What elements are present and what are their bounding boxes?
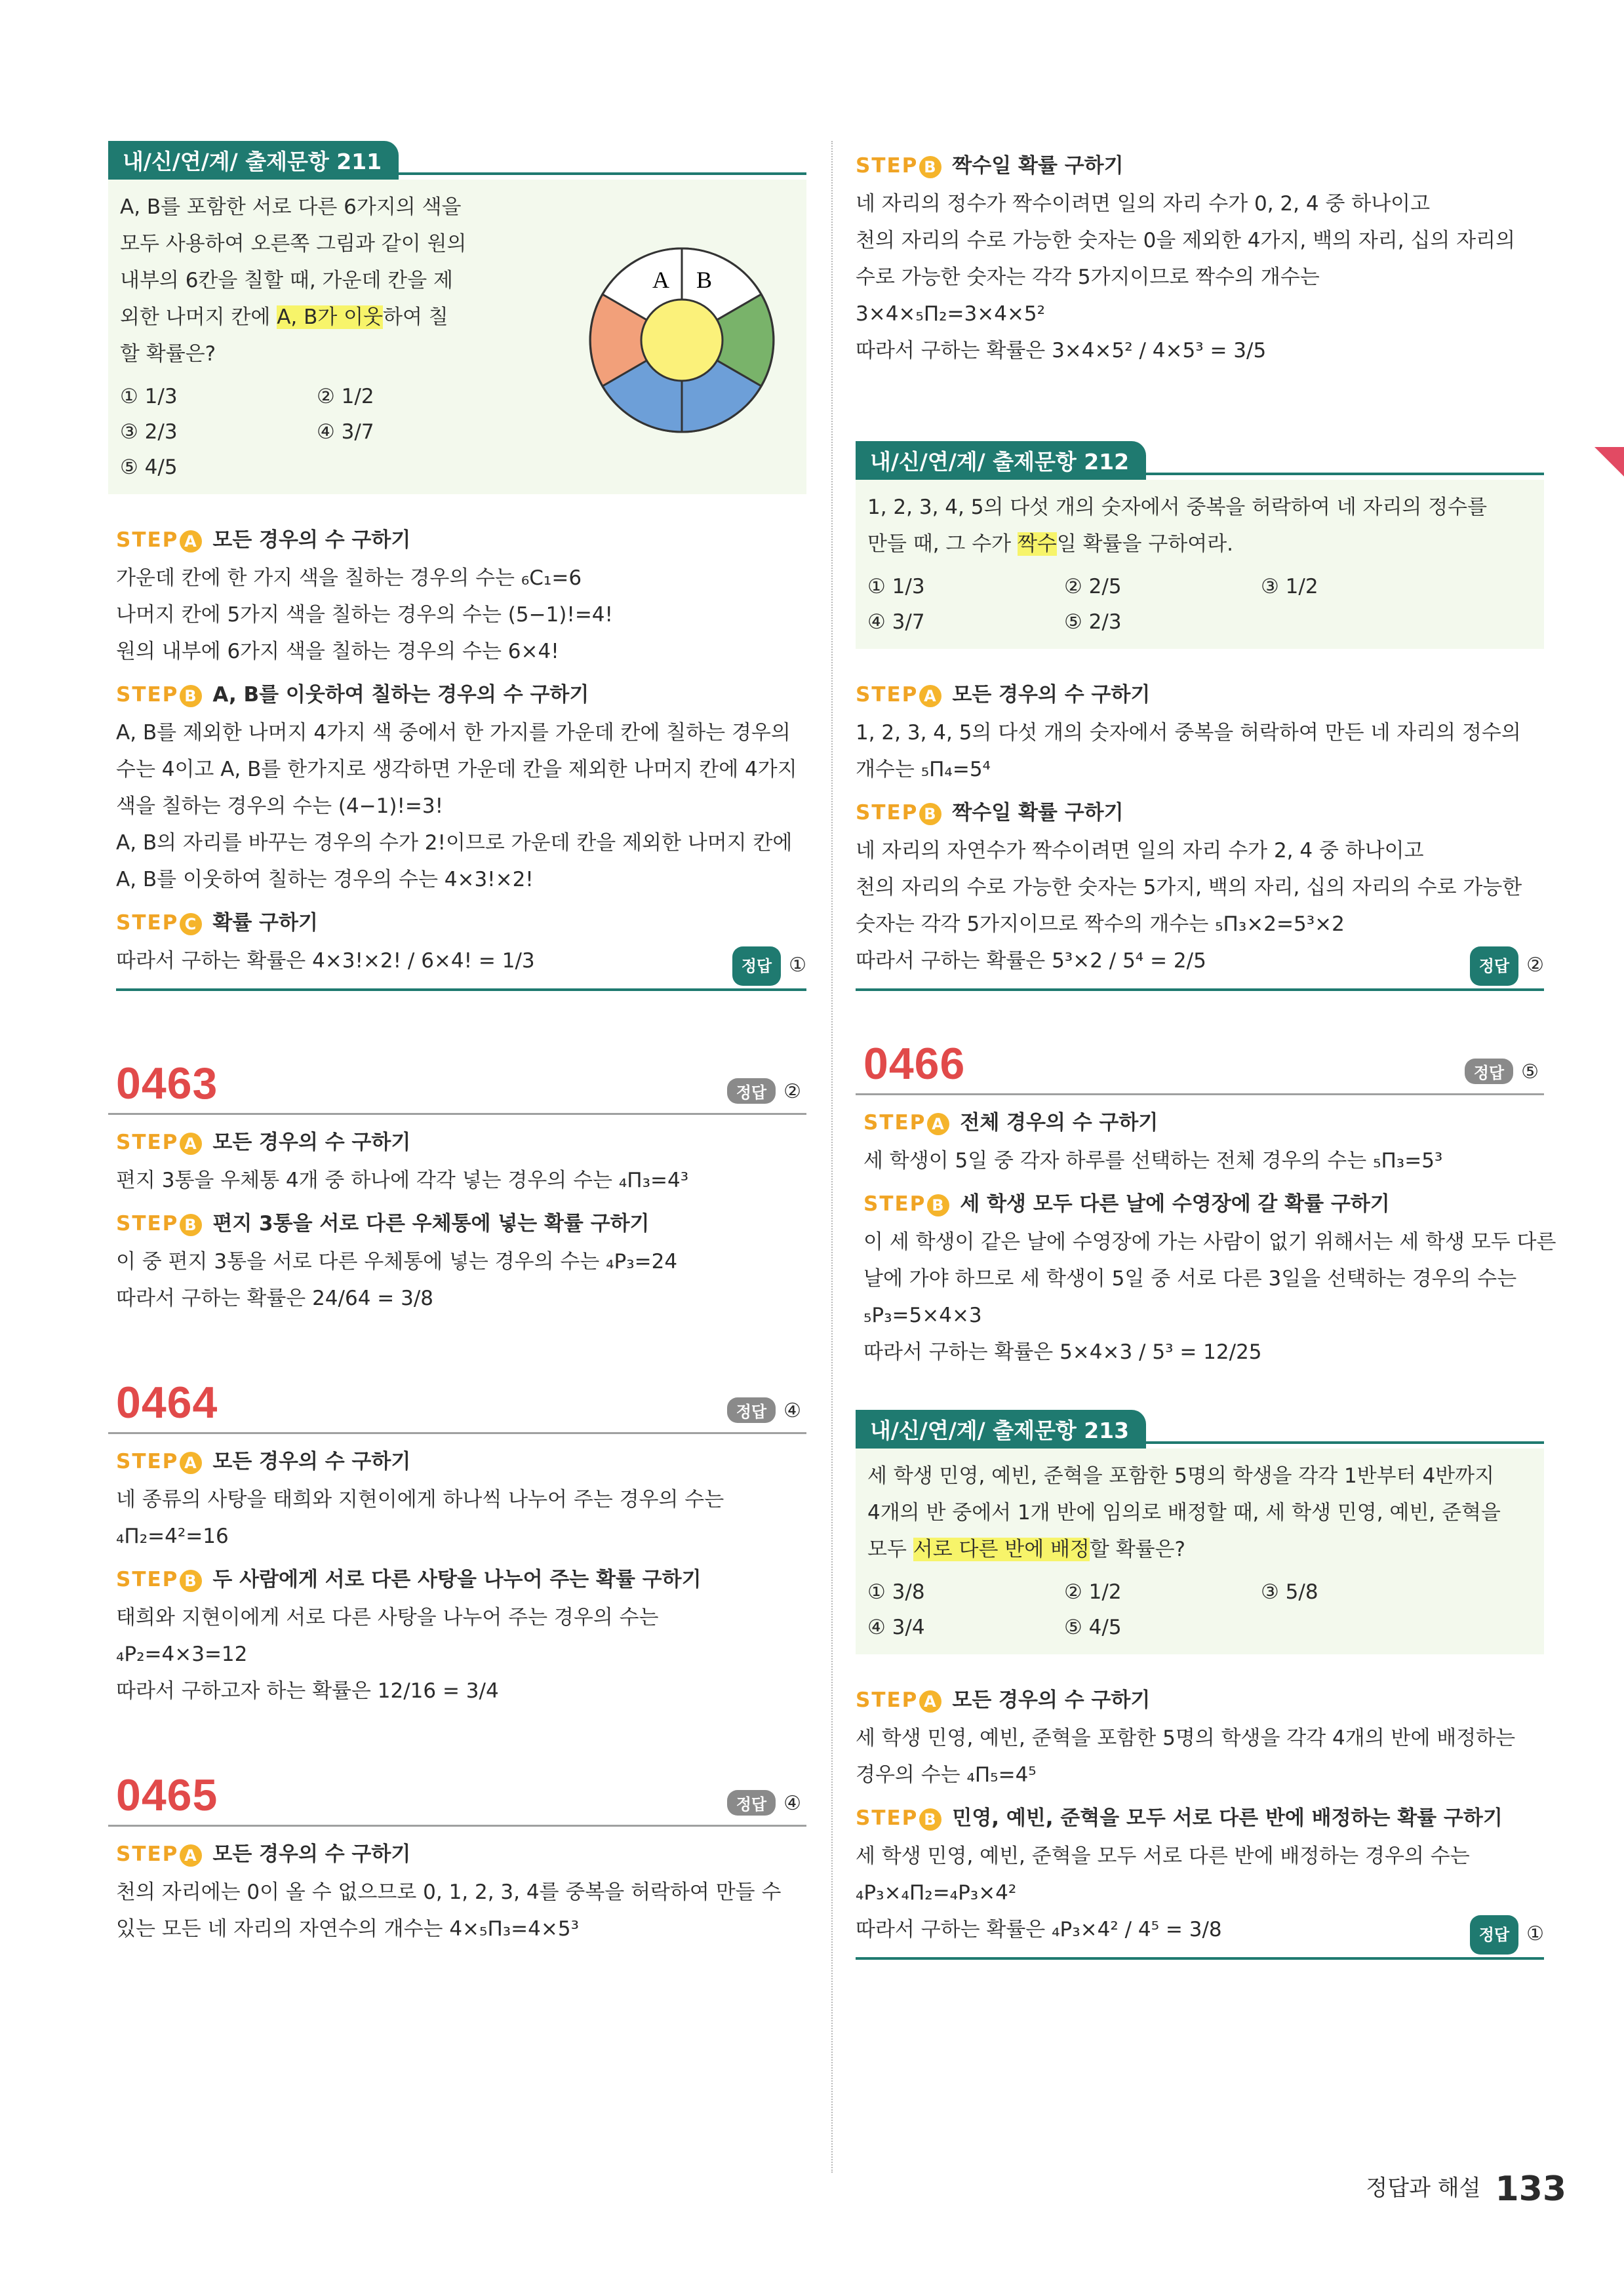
step-heading: STEP A 모든 경우의 수 구하기: [116, 1131, 411, 1154]
box-213-question: 세 학생 민영, 예빈, 준혁을 포함한 5명의 학생을 각각 1반부터 4반까지 4개의 반 중에서 1개 반에 임의로 배정할 때, 세 학생 민영, 예빈, 준혁을 모두 서로 다른 반에 배정할 확률은?: [867, 1464, 1501, 1561]
problem-0466: 0466 정답 ⑤ STEP A 전체 경우의 수 구하기 세 학생이 5일 중 각자 하루를 선택하는 전체 경우의 수는 ₅Π₃=5³ STEP B 세 학생 모두 다른 날에 수영장에 갈 확률 구하기 이 세 학생이 같은 날에 수영장에 가는 사람이 없기 위해서는 세 학생 모두 다른 날에 가야 하므로 세 학생이 5일 중 서로 다른 3일을 선택하는 경우의 수는 ₅P₃=5×4×3 따라서 구하는 확률은 5×4×3 / 5³ = 12/25: [856, 1030, 1544, 1371]
wheel-label-a: A: [652, 267, 669, 293]
box-212-options: ① 1/3 ② 2/5 ③ 1/2 ④ 3/7 ⑤ 2/3: [867, 575, 1318, 634]
step-heading: STEP B 짝수일 확률 구하기: [856, 154, 1124, 178]
step-heading: STEP B 민영, 예빈, 준혁을 모두 서로 다른 반에 배정하는 확률 구하기: [856, 1806, 1503, 1830]
box-213-header: 내/신/연/계/ 출제문항 213: [856, 1410, 1146, 1449]
answer-0466: 정답 ⑤: [1465, 1059, 1539, 1084]
column-divider: [831, 141, 833, 2173]
box-211-options: ① 1/3 ② 1/2 ③ 2/3 ④ 3/7 ⑤ 4/5: [120, 385, 374, 479]
left-column: [108, 141, 806, 1987]
right-column: [856, 141, 1556, 1999]
box-211-question: A, B를 포함한 서로 다른 6가지의 색을 모두 사용하여 오른쪽 그림과 같이 원의 내부의 6칸을 칠할 때, 가운데 칸을 제 외한 나머지 칸에 A, B가 이웃하여 칠 할 확률은?: [120, 195, 467, 366]
answer-0465: 정답 ④: [727, 1790, 801, 1816]
step-heading: STEP B A, B를 이웃하여 칠하는 경우의 수 구하기: [116, 683, 589, 707]
section-separator: [856, 1957, 1544, 1960]
problem-number: 0465: [116, 1770, 218, 1820]
step-heading: STEP B 짝수일 확률 구하기: [856, 801, 1124, 825]
box-212-question: 1, 2, 3, 4, 5의 다섯 개의 숫자에서 중복을 허락하여 네 자리의 정수를 만들 때, 그 수가 짝수일 확률을 구하여라.: [867, 496, 1488, 556]
step-heading: STEP A 모든 경우의 수 구하기: [856, 683, 1151, 707]
problem-number: 0466: [863, 1039, 966, 1089]
problem-0463: 0463 정답 ② STEP A 모든 경우의 수 구하기 편지 3통을 우체통 4개 중 하나에 각각 넣는 경우의 수는 ₄Π₃=4³ STEP B 편지 3통을 서로 다른 우체통에 넣는 확률 구하기 이 중 편지 3통을 서로 다른 우체통에 넣는 경우의 수는 ₄P₃=24 따라서 구하는 확률은 24/64 = 3/8: [108, 1050, 806, 1317]
answer-213: 정답 ①: [1470, 1915, 1544, 1955]
step-heading: STEP A 모든 경우의 수 구하기: [856, 1688, 1151, 1712]
box-213: [856, 1410, 1544, 1654]
footer-label: 정답과 해설: [1366, 2175, 1481, 2202]
page-corner-tab: [1594, 447, 1624, 477]
problem-0465: 0465 정답 ④ STEP A 모든 경우의 수 구하기 천의 자리에는 0이 올 수 없으므로 0, 1, 2, 3, 4를 중복을 허락하여 만들 수 있는 모든 네 자리의 자연수의 개수는 4×₅Π₃=4×5³: [108, 1762, 806, 1947]
color-wheel-figure: [584, 242, 780, 438]
answer-0464: 정답 ④: [727, 1397, 801, 1423]
wheel-label-b: B: [696, 267, 713, 293]
step-heading: STEP B 세 학생 모두 다른 날에 수영장에 갈 확률 구하기: [863, 1192, 1390, 1216]
answer-212: 정답 ②: [1470, 946, 1544, 986]
problem-0464: 0464 정답 ④ STEP A 모든 경우의 수 구하기 네 종류의 사탕을 태희와 지현이에게 하나씩 나누어 주는 경우의 수는 ₄Π₂=4²=16 STEP B 두 사람에게 서로 다른 사탕을 나누어 주는 확률 구하기 태희와 지현이에게 서로 다른 사탕을 나누어 주는 경우의 수는 ₄P₂=4×3=12 따라서 구하고자 하는 확률은 12/16 = 3/4: [108, 1369, 806, 1709]
problem-number: 0464: [116, 1378, 218, 1428]
step-heading: STEP B 두 사람에게 서로 다른 사탕을 나누어 주는 확률 구하기: [116, 1568, 702, 1591]
step-heading: STEP A 모든 경우의 수 구하기: [116, 528, 411, 552]
box-211-solution: STEP A 모든 경우의 수 구하기 가운데 칸에 한 가지 색을 칠하는 경우의 수는 ₆C₁=6 나머지 칸에 5가지 색을 칠하는 경우의 수는 (5−1)!=4! 원의 내부에 6가지 색을 칠하는 경우의 수는 6×4! STEP B A, B를 이웃하여 칠하는 경우의 수 구하기 A, B를 제외한 나머지 4가지 색 중에서 한 가지를 가운데 칸에 칠하는 경우의 수는 4이고 A, B를 한가지로 생각하면 가운데 칸을 제외한 나머지 칸에 4가지 색을 칠하는 경우의 수는 (4−1)!=3! A, B의 자리를 바꾸는 경우의 수가 2!이므로 가운데 칸을 제외한 나머지 칸에 A, B를 이웃하여 칠하는 경우의 수는 4×3!×2! STEP C 확률 구하기 따라서 구하는 확률은 4×3!×2! / 6×4! = 1/3 정답 ①: [108, 520, 806, 991]
page-number: 133: [1495, 2170, 1566, 2209]
step-heading: STEP A 모든 경우의 수 구하기: [116, 1842, 411, 1866]
box-213-solution: STEP A 모든 경우의 수 구하기 세 학생 민영, 예빈, 준혁을 포함한 5명의 학생을 각각 4개의 반에 배정하는 경우의 수는 ₄Π₅=4⁵ STEP B 민영, 예빈, 준혁을 모두 서로 다른 반에 배정하는 확률 구하기 세 학생 민영, 예빈, 준혁을 모두 서로 다른 반에 배정하는 경우의 수는 ₄P₃×₄Π₂=₄P₃×4² 따라서 구하는 확률은 ₄P₃×4² / 4⁵ = 3/8 정답 ①: [856, 1681, 1544, 1960]
box-212-solution: STEP A 모든 경우의 수 구하기 1, 2, 3, 4, 5의 다섯 개의 숫자에서 중복을 허락하여 만든 네 자리의 정수의 개수는 ₅Π₄=5⁴ STEP B 짝수일 확률 구하기 네 자리의 자연수가 짝수이려면 일의 자리 수가 2, 4 중 하나이고 천의 자리의 수로 가능한 숫자는 5가지, 백의 자리, 십의 자리의 수로 가능한 숫자는 각각 5가지이므로 짝수의 개수는 ₅Π₃×2=5³×2 따라서 구하는 확률은 5³×2 / 5⁴ = 2/5 정답 ②: [856, 675, 1544, 991]
step-heading: STEP A 전체 경우의 수 구하기: [863, 1111, 1159, 1135]
problem-number: 0463: [116, 1059, 218, 1108]
box-212: [856, 441, 1544, 649]
page-footer: [1366, 2170, 1566, 2209]
step-heading: STEP B 편지 3통을 서로 다른 우체통에 넣는 확률 구하기: [116, 1212, 650, 1236]
box-213-options: ① 3/8 ② 1/2 ③ 5/8 ④ 3/4 ⑤ 4/5: [867, 1580, 1318, 1639]
section-separator: [116, 988, 806, 991]
answer-0463: 정답 ②: [727, 1078, 801, 1104]
answer-211: 정답 ①: [732, 946, 806, 986]
step-heading: STEP C 확률 구하기: [116, 911, 318, 935]
box-211: [108, 141, 806, 494]
box-211-header: 내/신/연/계/ 출제문항 211: [108, 141, 399, 180]
box-212-header: 내/신/연/계/ 출제문항 212: [856, 441, 1146, 480]
step-heading: STEP A 모든 경우의 수 구하기: [116, 1450, 411, 1473]
problem-0465-continued: STEP B 짝수일 확률 구하기 네 자리의 정수가 짝수이려면 일의 자리 수가 0, 2, 4 중 하나이고 천의 자리의 수로 가능한 숫자는 0을 제외한 4가지, 백의 자리, 십의 자리의 수로 가능한 숫자는 각각 5가지이므로 짝수의 개수는 3×4×₅Π₂=3×4×5² 따라서 구하는 확률은 3×4×5² / 4×5³ = 3/5: [856, 146, 1544, 369]
section-separator: [856, 988, 1544, 991]
